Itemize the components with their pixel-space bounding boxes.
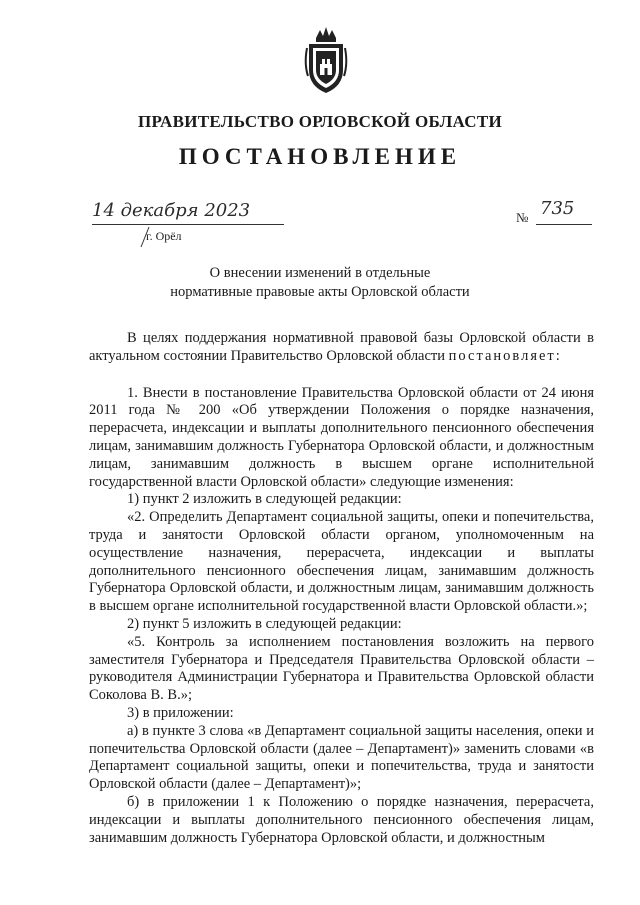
paragraph-8: б) в приложении 1 к Положению о порядке назначения, перерасчета, индексации и выплаты дополнительного пенсионного обеспечения лицам, занимавшим должность Губернатора Орловской области, и должностным: [89, 793, 594, 846]
document-subject: [0, 264, 640, 302]
paragraph-5: «5. Контроль за исполнением постановления возложить на первого заместителя Губернатора и Председателя Правительства Орловской области – руководителя Администрации Губернатора и Правительства Орловской области Соколова В. В.»;: [89, 633, 594, 704]
document-body: [89, 330, 594, 847]
document-type-title: ПОСТАНОВЛЕНИЕ: [178, 144, 462, 169]
preamble-verb: постановляет: [448, 347, 556, 364]
handwritten-number: 735: [540, 198, 575, 219]
subject-line-2: нормативные правовые акты Орловской области: [170, 284, 470, 300]
paragraph-3: «2. Определить Департамент социальной защиты, опеки и попечительства, труда и занятости Орловской области органом, уполномоченным на осуществление назначения, перерасчета, индексации и выплаты дополнительного пенсионного обеспечения лицам, занимавшим должность Губернатора Орловской области, и должностным лицам, занимавшим должность в высшем органе исполнительной государственной власти Орловской области.»;: [89, 509, 594, 615]
paragraph-4: 2) пункт 5 изложить в следующей редакции:: [127, 615, 402, 632]
place-of-issue: г. Орёл: [146, 229, 182, 243]
subject-line-1: О внесении изменений в отдельные: [209, 265, 431, 281]
government-name: ПРАВИТЕЛЬСТВО ОРЛОВСКОЙ ОБЛАСТИ: [137, 112, 503, 131]
preamble-paragraph: [89, 330, 594, 366]
number-underline: [536, 224, 592, 225]
preamble-end: :: [555, 347, 560, 364]
number-label: №: [516, 210, 529, 225]
coat-of-arms-icon: [302, 24, 350, 96]
date-underline: [92, 224, 284, 225]
paragraph-6: 3) в приложении:: [127, 704, 234, 721]
paragraph-7: а) в пункте 3 слова «в Департамент социальной защиты населения, опеки и попечительства Орловской области (далее – Департамент)» заменить словами «в Департамент социальной защиты, опеки и попечительства, труда и занятости Орловской области (далее – Департамент)»;: [89, 722, 594, 793]
preamble-text: В целях поддержания нормативной правовой базы Орловской области в актуальном состоянии Правительство Орловской области: [89, 330, 594, 364]
handwritten-date: 14 декабря 2023: [92, 200, 251, 221]
paragraph-1: 1. Внести в постановление Правительства Орловской области от 24 июня 2011 года № 200 «Об утверждении Положения о порядке назначения, перерасчета, индексации и выплаты дополнительного пенсионного обеспечения лицам, занимавшим должность Губернатора Орловской области, и должностным лицам, занимавшим должность в высшем органе исполнительной государственной власти Орловской области» следующие изменения:: [89, 384, 594, 490]
paragraph-2: 1) пункт 2 изложить в следующей редакции:: [127, 491, 402, 508]
